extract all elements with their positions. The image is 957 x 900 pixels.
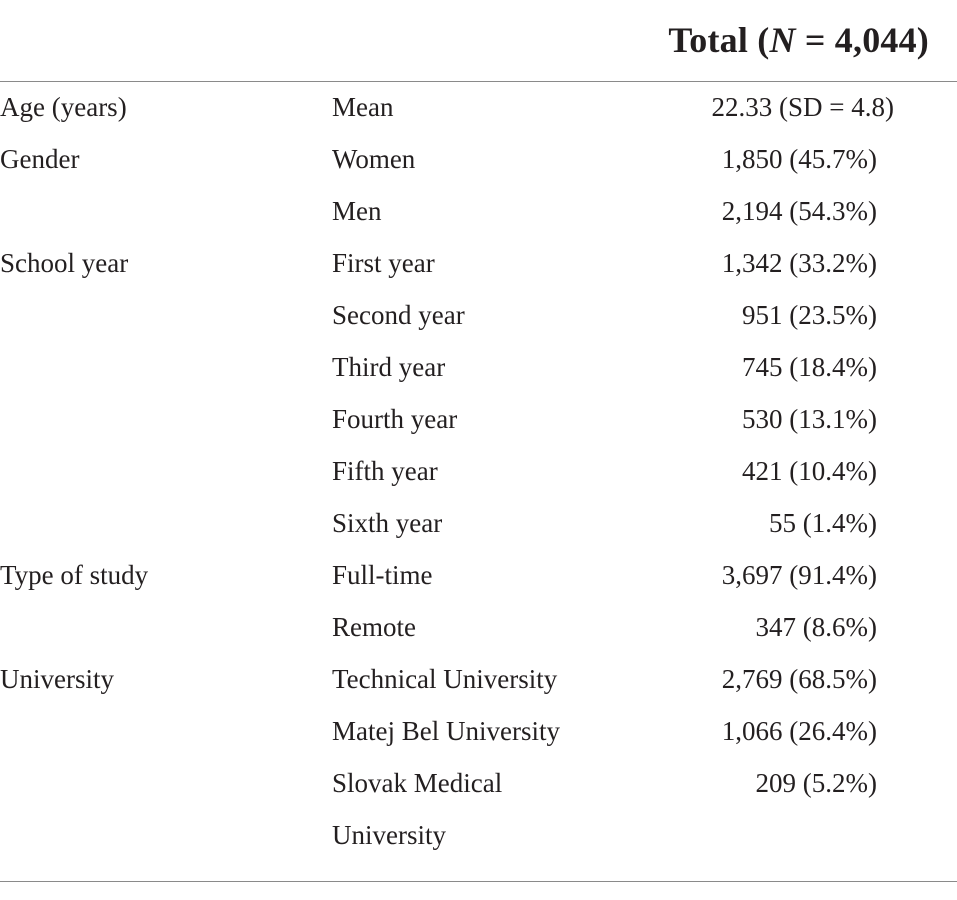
- value-cell: 421 (10.4%): [742, 456, 877, 486]
- category-cell: Second year: [332, 300, 465, 330]
- table-row: [0, 341, 957, 393]
- value-cell: 2,769 (68.5%): [721, 664, 877, 694]
- value-cell: 745 (18.4%): [742, 352, 877, 382]
- table-row: [0, 497, 957, 549]
- value-cell: 2,194 (54.3%): [721, 196, 877, 226]
- table-row: [0, 289, 957, 341]
- value-cell: 530 (13.1%): [742, 404, 877, 434]
- table-row: [0, 757, 957, 809]
- category-cell: Slovak Medical: [332, 768, 503, 798]
- category-cell: University: [332, 820, 446, 850]
- category-cell: Matej Bel University: [332, 716, 560, 746]
- table-body: [0, 81, 957, 861]
- value-cell: 22.33 (SD = 4.8): [711, 92, 894, 122]
- category-cell: Full-time: [332, 560, 433, 590]
- category-cell: First year: [332, 248, 435, 278]
- table-row: [0, 81, 957, 133]
- table-row: [0, 601, 957, 653]
- variable-cell: Type of study: [0, 560, 149, 590]
- value-cell: 951 (23.5%): [742, 300, 877, 330]
- value-cell: 347 (8.6%): [755, 612, 877, 642]
- value-cell: 3,697 (91.4%): [721, 560, 877, 590]
- variable-cell: School year: [0, 248, 129, 278]
- value-cell: 209 (5.2%): [755, 768, 877, 798]
- table-row: [0, 809, 957, 861]
- total-column-header: [668, 19, 929, 61]
- value-cell: 55 (1.4%): [769, 508, 877, 538]
- variable-cell: Gender: [0, 144, 80, 174]
- variable-cell: Age (years): [0, 92, 127, 122]
- header-n-value: = 4,044): [795, 20, 929, 60]
- table-row: [0, 705, 957, 757]
- value-cell: 1,066 (26.4%): [721, 716, 877, 746]
- header-n-symbol: N: [769, 20, 796, 60]
- table-row: [0, 185, 957, 237]
- category-cell: Fourth year: [332, 404, 458, 434]
- table-row: [0, 549, 957, 601]
- category-cell: Fifth year: [332, 456, 438, 486]
- category-cell: Third year: [332, 352, 446, 382]
- table-row: [0, 237, 957, 289]
- table-row: [0, 133, 957, 185]
- category-cell: Women: [332, 144, 416, 174]
- table-header-row: [0, 0, 957, 82]
- category-cell: Sixth year: [332, 508, 443, 538]
- table-row: [0, 393, 957, 445]
- value-cell: 1,850 (45.7%): [721, 144, 877, 174]
- header-prefix: Total (: [668, 20, 770, 60]
- value-cell: 1,342 (33.2%): [721, 248, 877, 278]
- category-cell: Mean: [332, 92, 394, 122]
- table-bottom-rule: [0, 881, 957, 882]
- table-row: [0, 445, 957, 497]
- category-cell: Remote: [332, 612, 416, 642]
- table-row: [0, 653, 957, 705]
- category-cell: Technical University: [332, 664, 558, 694]
- variable-cell: University: [0, 664, 114, 694]
- category-cell: Men: [332, 196, 382, 226]
